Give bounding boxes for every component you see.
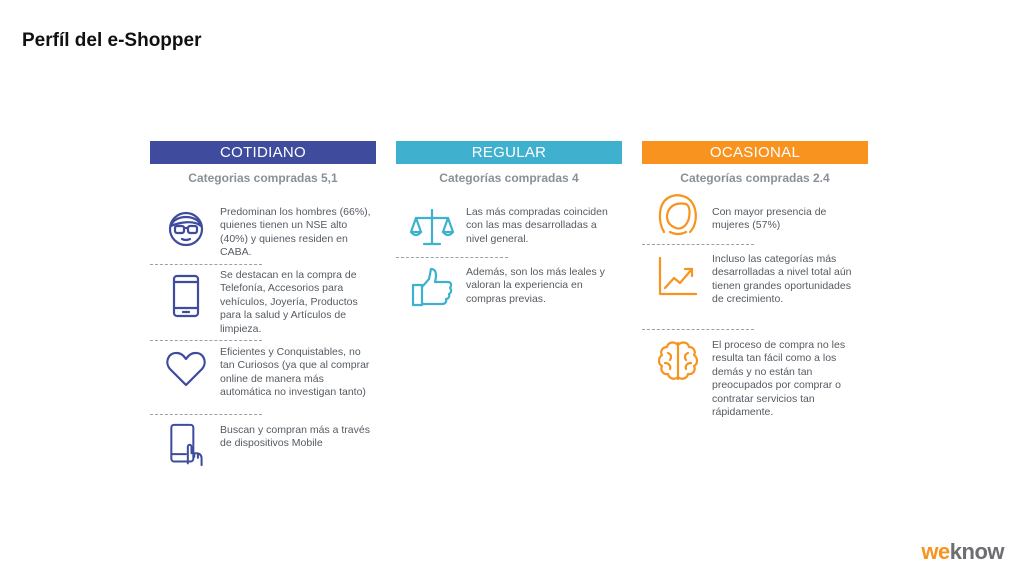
profile-item-text: Con mayor presencia de mujeres (57%) [712, 206, 827, 232]
profile-item-text: Eficientes y Conquistables, no tan Curiosos (ya que al comprar online de manera más automática no investigan tanto) [220, 346, 370, 399]
profile-item-text: Predominan los hombres (66%), quienes tienen un NSE alto (40%) y quienes residen en CABA. [220, 206, 371, 259]
column-regular [396, 141, 622, 305]
column-header-ocasional: OCASIONAL [642, 141, 868, 164]
profile-item-text: El proceso de compra no les resulta tan fácil como a los demás y no están tan preocupados por comprar o contratar servicios tan rápidamente. [712, 339, 846, 419]
profile-item-text: Las más compradas coinciden con las mas desarrolladas a nivel general. [466, 206, 608, 245]
column-subtitle-cotidiano: Categorias compradas 5,1 [188, 171, 338, 185]
woman-face-icon [656, 192, 700, 236]
profile-item-text: Se destacan en la compra de Telefonía, Accesorios para vehículos, Joyería, Productos para la salud y Artículos de limpieza. [220, 269, 358, 335]
dashed-divider [396, 257, 508, 258]
weknow-logo [921, 539, 1004, 565]
profile-item-text: Además, son los más leales y valoran la experiencia en compras previas. [466, 266, 605, 305]
column-header-cotidiano: COTIDIANO [150, 141, 376, 164]
dashed-divider [642, 244, 754, 245]
logo-we: we [921, 539, 950, 564]
column-subtitle-ocasional: Categorías compradas 2.4 [680, 171, 830, 185]
man-with-glasses-icon [164, 206, 208, 250]
slide-title: Perfíl del e-Shopper [22, 30, 202, 51]
logo-know: know [949, 539, 1004, 564]
column-header-regular: REGULAR [396, 141, 622, 164]
column-cotidiano [150, 141, 376, 450]
brain-icon [656, 339, 700, 383]
column-subtitle-regular: Categorías compradas 4 [439, 171, 579, 185]
dashed-divider [642, 329, 754, 330]
dashed-divider [150, 264, 262, 265]
profile-item-text: Incluso las categorías más desarrolladas a nivel total aún tienen grandes oportunidades de crecimiento. [712, 253, 852, 306]
tablet-touch-icon [164, 423, 208, 467]
profile-item-text: Buscan y compran más a través de dispositivos Mobile [220, 424, 370, 450]
dashed-divider [150, 340, 262, 341]
heart-icon [164, 347, 208, 391]
smartphone-icon [164, 274, 208, 318]
thumbs-up-icon [410, 266, 454, 310]
dashed-divider [150, 414, 262, 415]
column-ocasional [642, 141, 868, 419]
balance-scale-icon [410, 206, 454, 250]
growth-chart-icon [656, 254, 700, 298]
